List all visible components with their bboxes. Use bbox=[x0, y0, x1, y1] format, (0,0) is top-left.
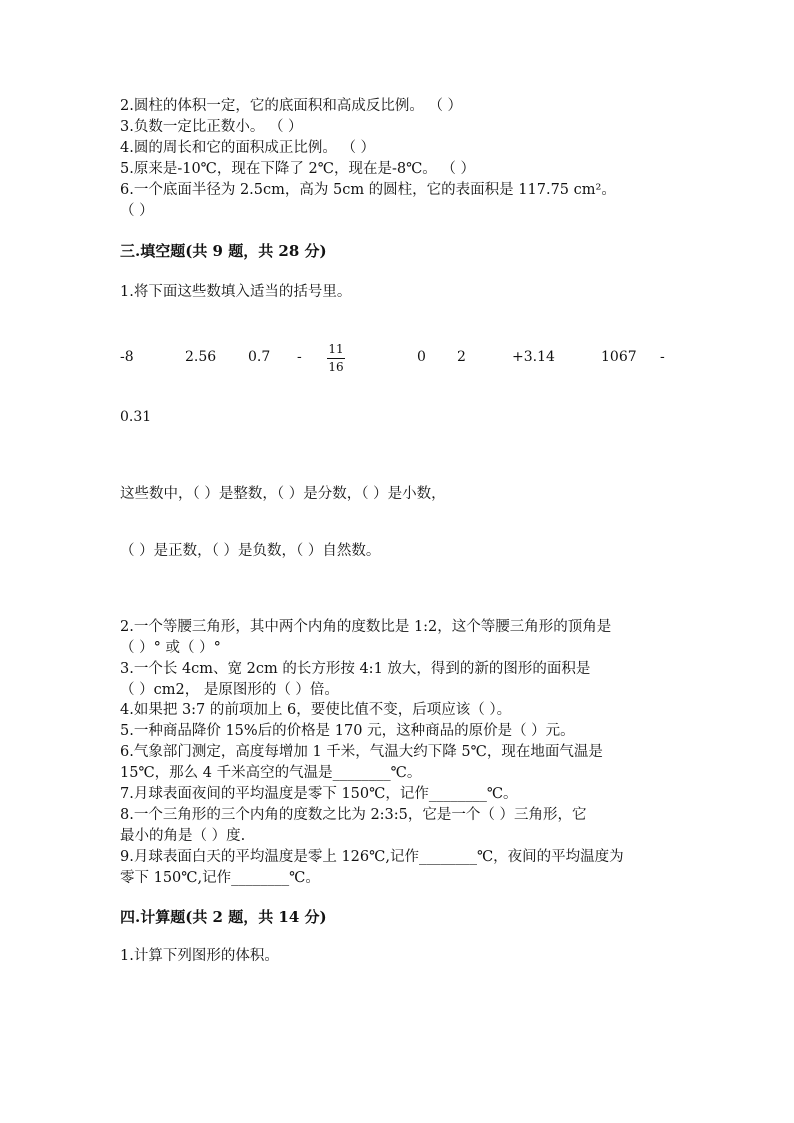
fill-q5: 5.一种商品降价 15%后的价格是 170 元，这种商品的原价是（ ）元。 bbox=[120, 723, 575, 739]
judge-q4: 4.圆的周长和它的面积成正比例。 （ ） bbox=[120, 140, 376, 156]
fill-q1: 1.将下面这些数填入适当的括号里。 bbox=[120, 284, 352, 300]
calc-q1: 1.计算下列图形的体积。 bbox=[120, 948, 279, 964]
number-item: - bbox=[297, 349, 302, 365]
fill-q1-line-b: （ ）是正数，（ ）是负数，（ ）自然数。 bbox=[120, 543, 381, 559]
number-item: 2.56 bbox=[185, 349, 217, 365]
fill-q1-line-a: 这些数中，（ ）是整数，（ ）是分数，（ ）是小数， bbox=[120, 486, 446, 502]
fill-q8-line-b: 最小的角是（ ）度. bbox=[120, 828, 246, 844]
fill-q9-line-a: 9.月球表面白天的平均温度是零上 126℃,记作________℃，夜间的平均温度为 bbox=[120, 849, 624, 865]
section3-title: 三.填空题(共 9 题，共 28 分) bbox=[120, 242, 327, 260]
fill-q7: 7.月球表面夜间的平均温度是零下 150℃，记作________℃。 bbox=[120, 786, 518, 802]
fill-q3-line-b: （ ）cm2， 是原图形的（ ）倍。 bbox=[120, 682, 339, 698]
section4-title: 四.计算题(共 2 题，共 14 分) bbox=[120, 908, 327, 926]
fill-q2-line-b: （ ）° 或（ ）° bbox=[120, 640, 221, 656]
judge-q2: 2.圆柱的体积一定，它的底面积和高成反比例。 （ ） bbox=[120, 98, 463, 114]
fill-q3-line-a: 3.一个长 4cm、宽 2cm 的长方形按 4:1 放大，得到的新的图形的面积是 bbox=[120, 661, 591, 677]
number-item: +3.14 bbox=[512, 349, 555, 365]
fraction-numerator: 11 bbox=[328, 342, 344, 356]
fraction-bar bbox=[327, 358, 345, 359]
judge-q3: 3.负数一定比正数小。 （ ） bbox=[120, 119, 303, 135]
number-item: 2 bbox=[457, 349, 466, 365]
judge-q6: 6.一个底面半径为 2.5cm，高为 5cm 的圆柱，它的表面积是 117.75 cm²。 bbox=[120, 182, 616, 198]
fill-q6-line-b: 15℃，那么 4 千米高空的气温是________℃。 bbox=[120, 765, 422, 781]
number-item: 0 bbox=[417, 349, 426, 365]
judge-q5: 5.原来是-10℃，现在下降了 2℃，现在是-8℃。 （ ） bbox=[120, 161, 476, 177]
number-item: 0.7 bbox=[248, 349, 271, 365]
fill-q2-line-a: 2.一个等腰三角形，其中两个内角的度数比是 1:2，这个等腰三角形的顶角是 bbox=[120, 619, 612, 635]
fill-q8-line-a: 8.一个三角形的三个内角的度数之比为 2:3:5，它是一个（ ）三角形，它 bbox=[120, 807, 587, 823]
judge-q6-answer: （ ） bbox=[120, 203, 154, 219]
fill-q4: 4.如果把 3:7 的前项加上 6，要使比值不变，后项应该（ ）。 bbox=[120, 702, 512, 718]
fill-q6-line-a: 6.气象部门测定，高度每增加 1 千米，气温大约下降 5℃，现在地面气温是 bbox=[120, 744, 603, 760]
fraction-11-16 bbox=[327, 343, 345, 374]
number-item-wrapped: 0.31 bbox=[120, 409, 152, 425]
number-item: - bbox=[660, 349, 665, 365]
number-item: 1067 bbox=[601, 349, 637, 365]
fill-q9-line-b: 零下 150℃,记作________℃。 bbox=[120, 870, 320, 886]
number-item: -8 bbox=[120, 349, 134, 365]
fraction-denominator: 16 bbox=[328, 360, 344, 374]
